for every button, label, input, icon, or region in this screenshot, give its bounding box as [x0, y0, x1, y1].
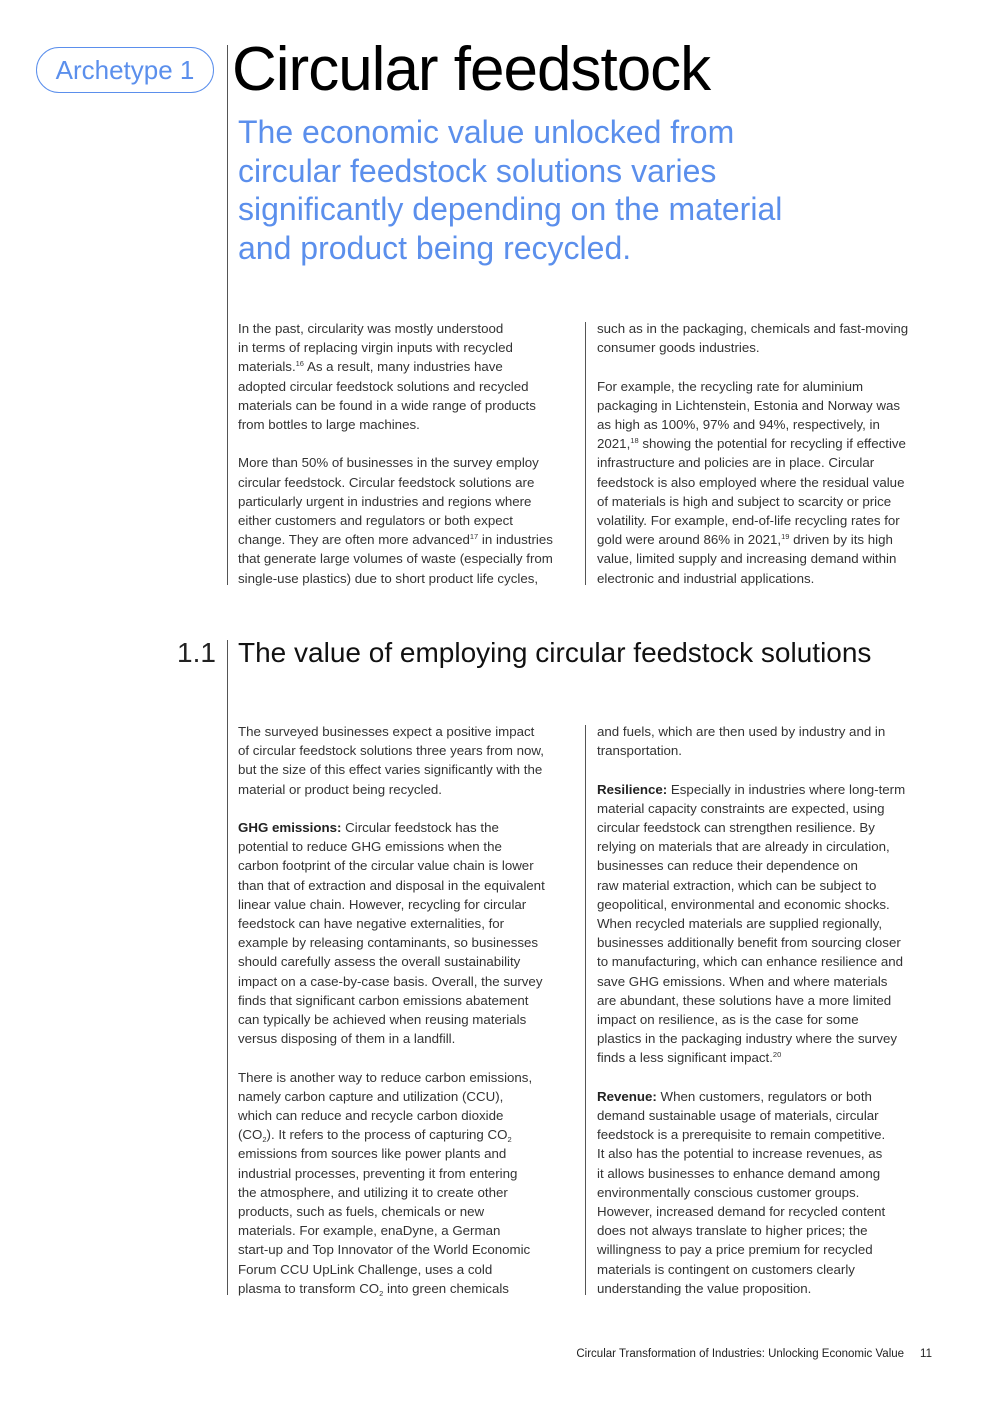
subscript: 2 [507, 1135, 512, 1145]
text-line: plastics in the packaging industry where the survey [597, 1031, 898, 1047]
text-line: example by releasing contaminants, so businesses [238, 935, 539, 951]
text-line: impact on resilience, as is the case for some [597, 1012, 859, 1028]
text-line: consumer goods industries. [597, 340, 760, 356]
text-line: of materials is high and subject to scarcity or price [597, 493, 892, 509]
text-segment: When customers, regulators or both [656, 1088, 872, 1104]
text-line: Forum CCU UpLink Challenge, uses a cold [238, 1261, 493, 1277]
text-line: More than 50% of businesses in the survey employ [238, 455, 539, 471]
intro-column-right [597, 319, 942, 607]
footer-report-title: Circular Transformation of Industries: [576, 1348, 765, 1360]
text-line: and fuels, which are then used by industry and in [597, 724, 886, 739]
text-line: However, increased demand for recycled content [597, 1204, 886, 1220]
text-line: material or product being recycled. [238, 781, 442, 797]
text-line [238, 818, 583, 837]
text-line: does not always translate to higher prices; the [597, 1223, 868, 1239]
text-line: volatility. For example, end-of-life recycling rates for [597, 513, 900, 529]
text-segment: showing the potential for recycling if effective [638, 436, 906, 452]
text-segment: in industries [478, 532, 553, 548]
text-line: to manufacturing, which can enhance resilience and [597, 954, 904, 970]
text-line: potential to reduce GHG emissions when the [238, 839, 502, 855]
page-subtitle [238, 113, 838, 267]
text-line: understanding the value proposition. [597, 1280, 812, 1296]
bold-lead-in: Revenue: [597, 1088, 657, 1104]
footnote-ref: 19 [781, 532, 790, 542]
paragraph [238, 1068, 583, 1298]
footnote-ref: 17 [469, 532, 479, 542]
text-line: can typically be achieved when reusing materials [238, 1012, 527, 1028]
text-segment: Especially in industries where long-term [667, 781, 906, 797]
column-divider [585, 322, 586, 585]
column-divider [585, 725, 586, 1295]
paragraph [597, 780, 942, 1068]
page-number: 11 [920, 1348, 932, 1360]
text-line: businesses can reduce their dependence on [597, 858, 858, 874]
footnote-ref: 20 [772, 1050, 782, 1060]
text-line: materials is contingent on customers clearly [597, 1261, 855, 1277]
text-segment: ). It refers to the process of capturing CO [266, 1127, 508, 1143]
text-line: versus disposing of them in a landfill. [238, 1031, 456, 1047]
section-heading: The value of employing circular feedstock solutions [238, 637, 872, 668]
paragraph [238, 453, 583, 587]
text-line: For example, the recycling rate for aluminium [597, 378, 864, 394]
intro-column-left [238, 319, 583, 607]
text-segment: 2021, [597, 436, 631, 452]
text-line: feedstock can have negative externalities, for [238, 916, 505, 932]
text-line: electronic and industrial applications. [597, 570, 815, 586]
text-line: namely carbon capture and utilization (CCU), [238, 1088, 504, 1104]
text-line: as high as 100%, 97% and 94%, respectively, in [597, 417, 880, 432]
text-line: but the size of this effect varies significantly with the [238, 762, 543, 778]
text-line: raw material extraction, which can be subject to [597, 877, 877, 893]
text-line: the atmosphere, and utilizing it to create other [238, 1184, 508, 1200]
section-number: 1.1 [177, 637, 216, 668]
text-line [238, 1125, 583, 1144]
vertical-divider [227, 640, 228, 1295]
bold-lead-in: GHG emissions: [238, 820, 342, 835]
footnote-ref: 18 [630, 436, 639, 446]
vertical-divider [227, 45, 228, 585]
paragraph [238, 818, 583, 1048]
text-line: willingness to pay a price premium for recycled [597, 1242, 873, 1258]
text-line: materials. For example, enaDyne, a German [238, 1223, 501, 1239]
text-line: The surveyed businesses expect a positive impact [238, 724, 535, 739]
text-line: industrial processes, preventing it from entering [238, 1165, 518, 1181]
text-line: There is another way to reduce carbon emissions, [238, 1069, 533, 1085]
text-line: demand sustainable usage of materials, circular [597, 1108, 879, 1124]
text-line: material capacity constraints are expected, using [597, 800, 885, 816]
text-line: impact on a case-by-case basis. Overall, the survey [238, 973, 543, 989]
text-line: feedstock is also employed where the residual value [597, 474, 905, 490]
text-line: start-up and Top Innovator of the World Economic [238, 1242, 531, 1258]
text-line: materials can be found in a wide range of products [238, 397, 536, 413]
text-line: it allows businesses to enhance demand among [597, 1165, 881, 1181]
text-line: than that of extraction and disposal in the equivalent [238, 877, 545, 893]
text-segment: Circular feedstock has the [341, 820, 499, 835]
text-line: save GHG emissions. When and where materials [597, 973, 888, 989]
text-line: packaging in Lichtenstein, Estonia and Norway was [597, 397, 901, 413]
text-line: either customers and regulators or both expect [238, 513, 513, 529]
paragraph [597, 319, 942, 357]
archetype-badge: Archetype 1 [36, 47, 214, 93]
text-line: linear value chain. However, recycling for circular [238, 896, 527, 912]
text-line: businesses additionally benefit from sourcing closer [597, 935, 901, 951]
section-column-right [597, 722, 942, 1317]
text-segment: change. They are often more advanced [238, 532, 470, 548]
text-line: that generate large volumes of waste (especially from [238, 551, 553, 567]
text-line: in terms of replacing virgin inputs with recycled [238, 340, 513, 356]
text-line: should carefully assess the overall sustainability [238, 954, 521, 970]
paragraph [238, 722, 583, 799]
text-line: When recycled materials are supplied regionally, [597, 916, 883, 932]
text-line [238, 357, 583, 376]
text-line: particularly urgent in industries and regions where [238, 493, 532, 509]
subtitle-line: significantly depending on the material [238, 191, 783, 227]
text-line: circular feedstock. Circular feedstock solutions are [238, 474, 535, 490]
text-line: environmentally conscious customer groups. [597, 1184, 860, 1200]
footer [576, 1346, 932, 1362]
subscript: 2 [262, 1135, 267, 1145]
text-segment: (CO [238, 1127, 263, 1143]
text-line: infrastructure and policies are in place. Circular [597, 455, 875, 471]
text-line: of circular feedstock solutions three years from now, [238, 743, 544, 759]
text-segment: into green chemicals [383, 1280, 509, 1296]
section-column-left [238, 722, 583, 1317]
text-line: feedstock is a prerequisite to remain competitive. [597, 1127, 886, 1143]
text-segment: gold were around 86% in 2021, [597, 532, 782, 548]
footnote-ref: 16 [295, 359, 304, 369]
text-line [597, 434, 942, 453]
subscript: 2 [379, 1288, 384, 1298]
text-segment: finds a less significant impact. [597, 1050, 773, 1066]
footer-report-subtitle: Unlocking Economic Value [764, 1348, 905, 1360]
text-line: single-use plastics) due to short product life cycles, [238, 570, 539, 586]
text-line: adopted circular feedstock solutions and recycled [238, 378, 529, 394]
text-line [597, 1087, 942, 1106]
text-segment: materials. [238, 359, 296, 375]
text-line: geopolitical, environmental and economic shocks. [597, 896, 890, 912]
text-line: It also has the potential to increase revenues, as [597, 1146, 883, 1162]
text-line: products, such as fuels, chemicals or new [238, 1204, 485, 1220]
paragraph [597, 1087, 942, 1298]
paragraph [597, 377, 942, 588]
text-line: finds that significant carbon emissions abatement [238, 992, 529, 1008]
text-line [597, 780, 942, 799]
text-line: are abundant, these solutions have a more limited [597, 992, 892, 1008]
text-line: emissions from sources like power plants and [238, 1146, 507, 1162]
text-line [238, 1279, 583, 1298]
paragraph [238, 319, 583, 434]
text-line [597, 530, 942, 549]
paragraph [597, 722, 942, 760]
text-segment: driven by its high [789, 532, 893, 548]
text-line: relying on materials that are already in circulation, [597, 839, 890, 855]
bold-lead-in: Resilience: [597, 781, 668, 797]
text-line: which can reduce and recycle carbon dioxide [238, 1108, 504, 1124]
text-line: such as in the packaging, chemicals and fast-moving [597, 321, 909, 336]
text-line: In the past, circularity was mostly understood [238, 321, 504, 336]
text-line: value, limited supply and increasing demand within [597, 551, 897, 567]
subtitle-line: and product being recycled. [238, 229, 632, 266]
text-line [238, 530, 583, 549]
subtitle-line: The economic value unlocked from [238, 114, 735, 150]
text-line: carbon footprint of the circular value chain is lower [238, 858, 534, 874]
text-line: circular feedstock can strengthen resilience. By [597, 820, 875, 835]
text-line: transportation. [597, 743, 683, 759]
text-line: from bottles to large machines. [238, 417, 420, 433]
text-line [597, 1048, 942, 1067]
page-title: Circular feedstock [232, 35, 711, 104]
text-segment: As a result, many industries have [303, 359, 503, 375]
text-segment: plasma to transform CO [238, 1280, 380, 1296]
subtitle-line: circular feedstock solutions varies [238, 152, 717, 189]
